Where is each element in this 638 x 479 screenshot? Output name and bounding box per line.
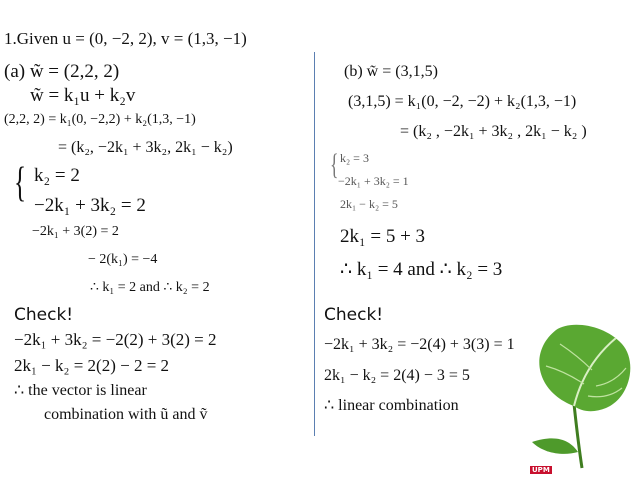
part-a-result: ∴ k₁ = 2 and ∴ k₂ = 2 [90,280,210,295]
part-b-eq1: k₂ = 3 [340,151,369,165]
part-b-result: ∴ k₁ = 4 and ∴ k₂ = 3 [340,259,503,280]
part-a-solve-k1: − 2(k₁) = −4 [88,252,158,267]
part-b-given-w: (b) w̃ = (3,1,5) [344,63,438,80]
part-a-conclusion1: ∴ the vector is linear [14,382,147,399]
part-b-solve: 2k₁ = 5 + 3 [340,226,426,247]
part-b-system-brace: { [330,148,339,181]
part-a-system-brace: { [14,160,27,206]
leaf-illustration [526,322,638,472]
part-b-expanded: = (k₂ , −2k₁ + 3k₂ , 2k₁ − k₂ ) [400,123,587,140]
part-b-conclusion: ∴ linear combination [324,397,459,414]
part-a-given-w: (a) w̃ = (2,2, 2) [4,61,120,82]
part-a-eq1: k₂ = 2 [34,165,80,186]
upm-logo: UPM [532,466,550,474]
problem-statement: 1.Given u = (0, −2, 2), v = (1,3, −1) [4,29,247,48]
part-a-conclusion2: combination with ũ and ṽ [44,406,208,423]
part-a-check1: −2k₁ + 3k₂ = −2(2) + 3(2) = 2 [14,330,217,349]
part-a-check2: 2k₁ − k₂ = 2(2) − 2 = 2 [14,356,170,375]
part-a-substitution: (2,2, 2) = k₁(0, −2,2) + k₂(1,3, −1) [4,112,196,127]
column-divider [314,52,315,436]
part-a-expanded: = (k₂, −2k₁ + 3k₂, 2k₁ − k₂) [58,139,233,156]
part-b-check2: 2k₁ − k₂ = 2(4) − 3 = 5 [324,367,470,384]
part-a-linear-combo: w̃ = k₁u + k₂v [30,85,136,106]
part-a-check-label: Check! [14,305,74,325]
part-b-substitution: (3,1,5) = k₁(0, −2, −2) + k₂(1,3, −1) [348,93,577,110]
part-b-eq3: 2k₁ − k₂ = 5 [340,197,398,211]
part-a-substitute-k2: −2k₁ + 3(2) = 2 [32,224,119,239]
part-b-check-label: Check! [324,305,384,325]
part-b-check1: −2k₁ + 3k₂ = −2(4) + 3(3) = 1 [324,336,515,353]
part-a-eq2: −2k₁ + 3k₂ = 2 [34,195,146,216]
part-b-eq2: −2k₁ + 3k₂ = 1 [338,174,409,188]
